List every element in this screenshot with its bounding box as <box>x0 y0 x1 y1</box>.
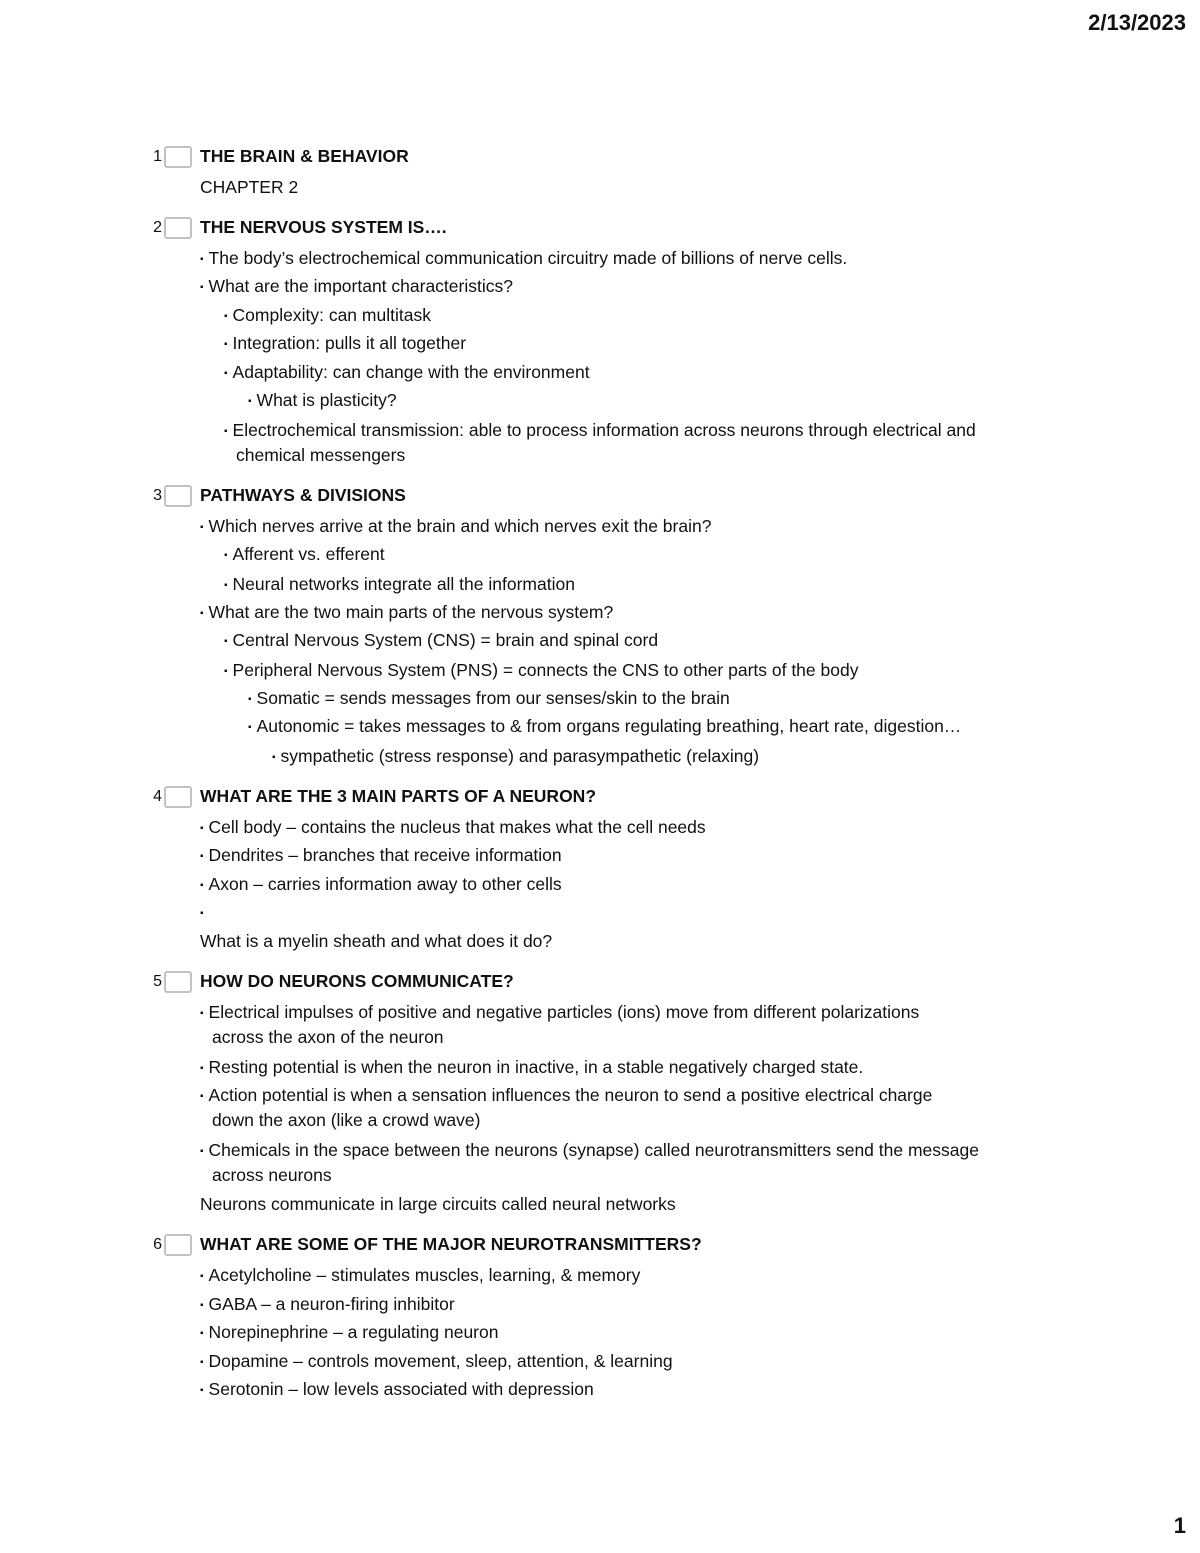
slide-number: 6 <box>153 1236 162 1253</box>
body-line: Neurons communicate in large circuits called neural networks <box>200 1194 676 1214</box>
bullet-line: ▪ Integration: pulls it all together <box>224 331 466 359</box>
slide-number: 1 <box>153 148 162 165</box>
bullet-line: ▪ What are the two main parts of the nervous system? <box>200 600 613 628</box>
bullet-line: ▪ Complexity: can multitask <box>224 303 431 331</box>
bullet-line: ▪ Acetylcholine – stimulates muscles, learning, & memory <box>200 1263 640 1291</box>
bullet-line: ▪ Chemicals in the space between the neurons (synapse) called neurotransmitters send the message <box>200 1138 979 1166</box>
bullet-line: ▪ Dendrites – branches that receive information <box>200 843 562 871</box>
bullet-line: ▪ Electrical impulses of positive and negative particles (ions) move from different polarizations <box>200 1000 919 1028</box>
bullet-line: ▪ Resting potential is when the neuron in inactive, in a stable negatively charged state. <box>200 1055 863 1083</box>
slide-number: 5 <box>153 973 162 990</box>
slide-thumbnail-checkbox[interactable] <box>164 786 192 808</box>
slide-thumbnail-checkbox[interactable] <box>164 146 192 168</box>
bullet-line: ▪ Cell body – contains the nucleus that makes what the cell needs <box>200 815 706 843</box>
bullet-continuation: across the axon of the neuron <box>212 1027 444 1047</box>
bullet-line: ▪ The body’s electrochemical communication circuitry made of billions of nerve cells. <box>200 246 847 274</box>
slide-subtitle: CHAPTER 2 <box>200 177 299 197</box>
page-number: 1 <box>1173 1513 1186 1538</box>
bullet-line: ▪ Central Nervous System (CNS) = brain and spinal cord <box>224 628 658 656</box>
slide-title: THE BRAIN & BEHAVIOR <box>200 146 409 166</box>
empty-bullet <box>200 900 209 928</box>
bullet-line: ▪ Norepinephrine – a regulating neuron <box>200 1320 498 1348</box>
bullet-line: ▪ Which nerves arrive at the brain and which nerves exit the brain? <box>200 514 711 542</box>
slide-thumbnail-checkbox[interactable] <box>164 485 192 507</box>
slide-title: WHAT ARE THE 3 MAIN PARTS OF A NEURON? <box>200 786 597 806</box>
bullet-line: ▪ Autonomic = takes messages to & from organs regulating breathing, heart rate, digestion… <box>248 714 961 742</box>
slide-number: 2 <box>153 219 162 236</box>
slide-thumbnail-checkbox[interactable] <box>164 1234 192 1256</box>
slide-title: WHAT ARE SOME OF THE MAJOR NEUROTRANSMITTERS? <box>200 1234 702 1254</box>
slide-number: 4 <box>153 788 162 805</box>
bullet-line: ▪ Afferent vs. efferent <box>224 542 385 570</box>
bullet-line: ▪ Neural networks integrate all the information <box>224 572 575 600</box>
bullet-line: ▪ GABA – a neuron-firing inhibitor <box>200 1292 455 1320</box>
body-line: What is a myelin sheath and what does it do? <box>200 931 553 951</box>
bullet-line: ▪ Somatic = sends messages from our senses/skin to the brain <box>248 686 730 714</box>
slide-thumbnail-checkbox[interactable] <box>164 217 192 239</box>
bullet-line: ▪ Peripheral Nervous System (PNS) = connects the CNS to other parts of the body <box>224 658 858 686</box>
print-date: 2/13/2023 <box>1088 10 1186 35</box>
bullet-continuation: down the axon (like a crowd wave) <box>212 1110 481 1130</box>
bullet-line: ▪ Axon – carries information away to other cells <box>200 872 562 900</box>
bullet-line: ▪ Adaptability: can change with the environment <box>224 360 590 388</box>
bullet-line: ▪ Dopamine – controls movement, sleep, attention, & learning <box>200 1349 673 1377</box>
slide-title: HOW DO NEURONS COMMUNICATE? <box>200 971 514 991</box>
bullet-continuation: across neurons <box>212 1165 332 1185</box>
slide-thumbnail-checkbox[interactable] <box>164 971 192 993</box>
slide-title: THE NERVOUS SYSTEM IS…. <box>200 217 447 237</box>
slide-number: 3 <box>153 487 162 504</box>
bullet-line: ▪ What is plasticity? <box>248 388 397 416</box>
bullet-line: ▪ Serotonin – low levels associated with depression <box>200 1377 594 1405</box>
bullet-line: ▪ Action potential is when a sensation influences the neuron to send a positive electrical charge <box>200 1083 932 1111</box>
bullet-line: ▪ sympathetic (stress response) and parasympathetic (relaxing) <box>272 744 759 772</box>
bullet-line: ▪ What are the important characteristics? <box>200 274 513 302</box>
bullet-line: ▪ Electrochemical transmission: able to process information across neurons through electrical and <box>224 418 976 446</box>
bullet-continuation: chemical messengers <box>236 445 406 465</box>
slide-title: PATHWAYS & DIVISIONS <box>200 485 406 505</box>
